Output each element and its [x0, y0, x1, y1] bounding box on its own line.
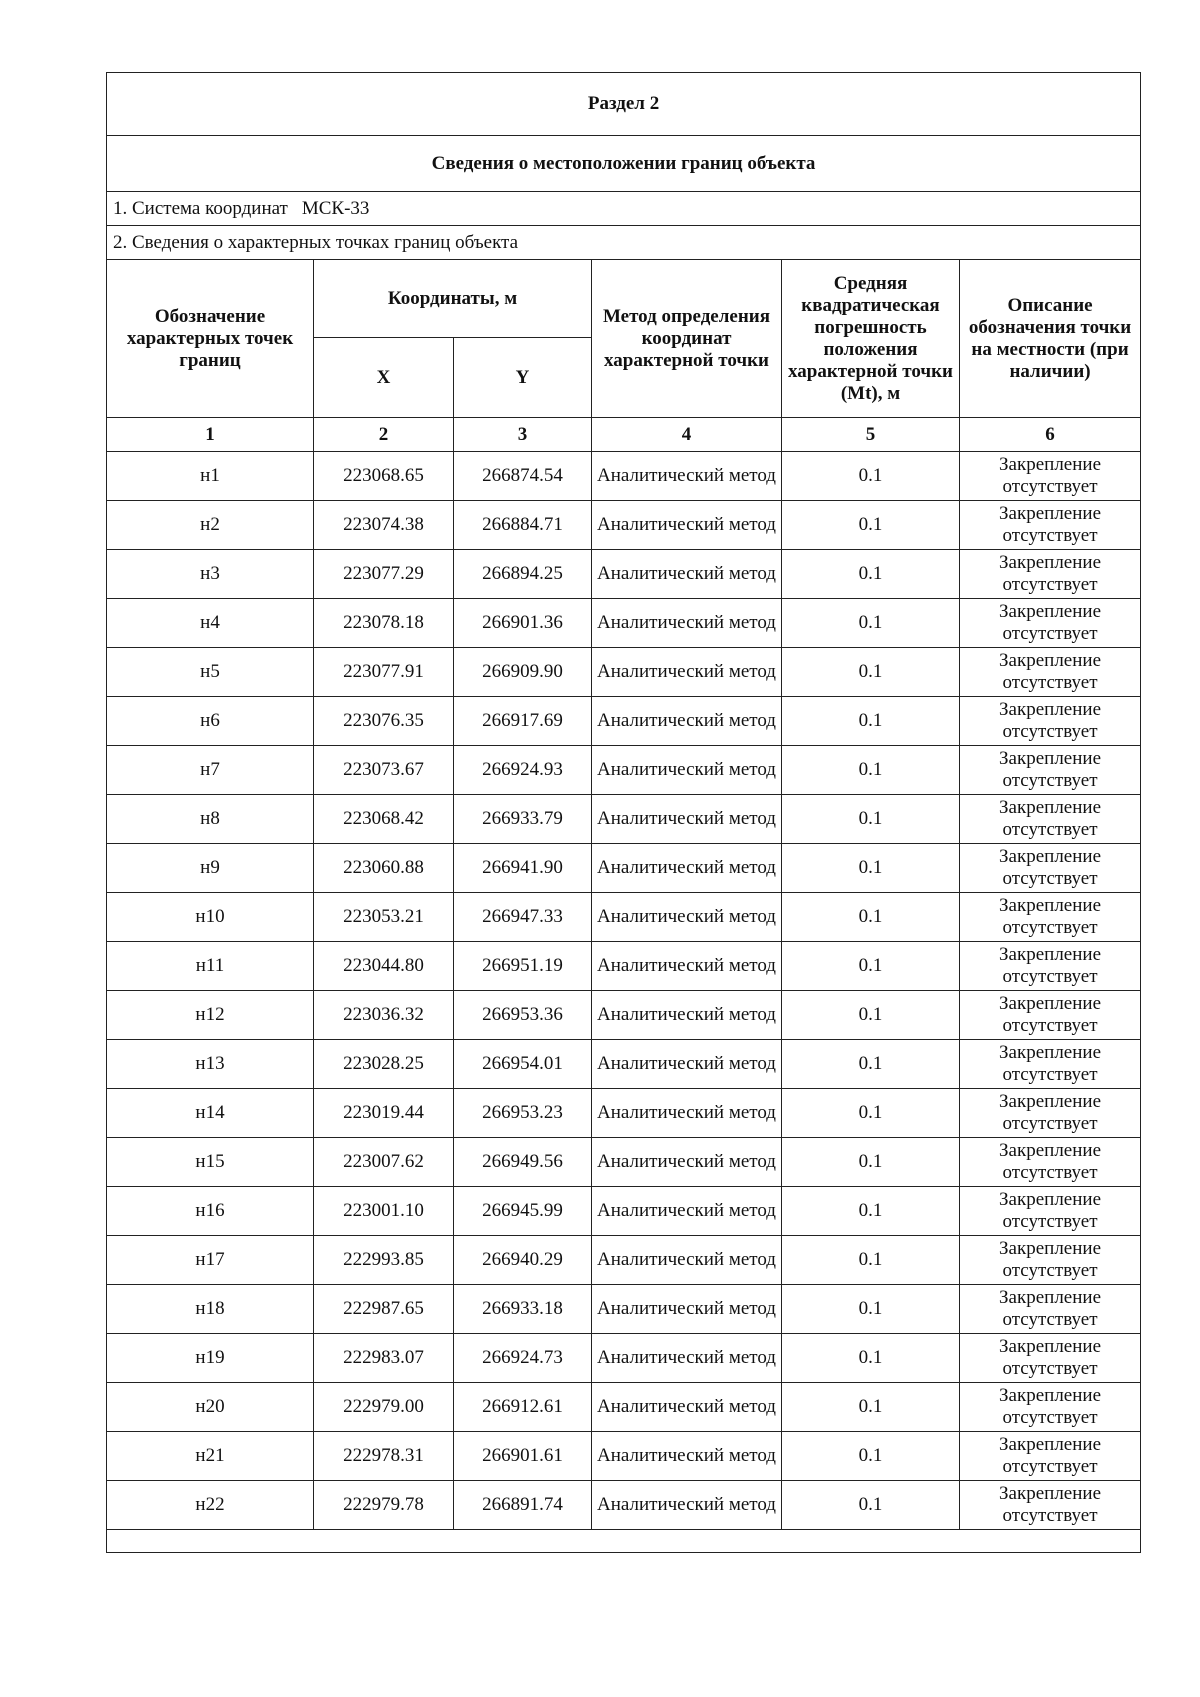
column-number: 6	[960, 418, 1141, 452]
y-coordinate-cell: 266947.33	[454, 893, 592, 942]
y-coordinate-cell: 266912.61	[454, 1383, 592, 1432]
x-coordinate-cell: 223044.80	[314, 942, 454, 991]
mean-error-cell: 0.1	[782, 795, 960, 844]
point-designation-cell: н13	[107, 1040, 314, 1089]
mean-error-cell: 0.1	[782, 1334, 960, 1383]
description-cell: Закрепление отсутствует	[960, 795, 1141, 844]
point-designation-cell: н19	[107, 1334, 314, 1383]
mean-error-cell: 0.1	[782, 599, 960, 648]
method-cell: Аналитический метод	[592, 1432, 782, 1481]
point-designation-cell: н22	[107, 1481, 314, 1530]
mean-error-cell: 0.1	[782, 1236, 960, 1285]
y-coordinate-cell: 266954.01	[454, 1040, 592, 1089]
description-cell: Закрепление отсутствует	[960, 844, 1141, 893]
y-coordinate-cell: 266874.54	[454, 452, 592, 501]
x-coordinate-cell: 222987.65	[314, 1285, 454, 1334]
x-coordinate-cell: 223077.91	[314, 648, 454, 697]
point-designation-cell: н15	[107, 1138, 314, 1187]
method-cell: Аналитический метод	[592, 1138, 782, 1187]
description-cell: Закрепление отсутствует	[960, 1432, 1141, 1481]
mean-error-cell: 0.1	[782, 501, 960, 550]
y-coordinate-cell: 266941.90	[454, 844, 592, 893]
x-coordinate-cell: 222993.85	[314, 1236, 454, 1285]
y-coordinate-cell: 266894.25	[454, 550, 592, 599]
x-coordinate-cell: 222979.00	[314, 1383, 454, 1432]
method-cell: Аналитический метод	[592, 648, 782, 697]
description-cell: Закрепление отсутствует	[960, 452, 1141, 501]
point-designation-cell: н4	[107, 599, 314, 648]
y-coordinate-cell: 266940.29	[454, 1236, 592, 1285]
table-row	[107, 648, 1141, 697]
method-cell: Аналитический метод	[592, 1089, 782, 1138]
point-designation-cell: н18	[107, 1285, 314, 1334]
method-cell: Аналитический метод	[592, 1383, 782, 1432]
x-coordinate-cell: 223028.25	[314, 1040, 454, 1089]
description-cell: Закрепление отсутствует	[960, 599, 1141, 648]
column-number: 4	[592, 418, 782, 452]
description-cell: Закрепление отсутствует	[960, 1334, 1141, 1383]
table-row	[107, 697, 1141, 746]
x-coordinate-cell: 223078.18	[314, 599, 454, 648]
header-mean-error: Средняя квадратическая погрешность положения характерной точки (Mt), м	[782, 260, 960, 418]
mean-error-cell: 0.1	[782, 1383, 960, 1432]
x-coordinate-cell: 223007.62	[314, 1138, 454, 1187]
method-cell: Аналитический метод	[592, 746, 782, 795]
y-coordinate-cell: 266953.23	[454, 1089, 592, 1138]
point-designation-cell: н20	[107, 1383, 314, 1432]
y-coordinate-cell: 266901.36	[454, 599, 592, 648]
method-cell: Аналитический метод	[592, 501, 782, 550]
y-coordinate-cell: 266951.19	[454, 942, 592, 991]
method-cell: Аналитический метод	[592, 1334, 782, 1383]
x-coordinate-cell: 222979.78	[314, 1481, 454, 1530]
x-coordinate-cell: 223060.88	[314, 844, 454, 893]
table-row	[107, 1040, 1141, 1089]
header-y: Y	[454, 338, 592, 418]
x-coordinate-cell: 223073.67	[314, 746, 454, 795]
table-row	[107, 550, 1141, 599]
table-row	[107, 1383, 1141, 1432]
method-cell: Аналитический метод	[592, 550, 782, 599]
method-cell: Аналитический метод	[592, 1285, 782, 1334]
method-cell: Аналитический метод	[592, 1040, 782, 1089]
point-designation-cell: н7	[107, 746, 314, 795]
mean-error-cell: 0.1	[782, 1138, 960, 1187]
point-designation-cell: н2	[107, 501, 314, 550]
column-numbers-row	[107, 418, 1141, 452]
method-cell: Аналитический метод	[592, 795, 782, 844]
description-cell: Закрепление отсутствует	[960, 991, 1141, 1040]
description-cell: Закрепление отсутствует	[960, 942, 1141, 991]
point-designation-cell: н11	[107, 942, 314, 991]
point-designation-cell: н21	[107, 1432, 314, 1481]
mean-error-cell: 0.1	[782, 1432, 960, 1481]
header-description: Описание обозначения точки на местности (при наличии)	[960, 260, 1141, 418]
column-number: 3	[454, 418, 592, 452]
table-row	[107, 844, 1141, 893]
point-designation-cell: н9	[107, 844, 314, 893]
mean-error-cell: 0.1	[782, 648, 960, 697]
description-cell: Закрепление отсутствует	[960, 1089, 1141, 1138]
header-method: Метод определения координат характерной точки	[592, 260, 782, 418]
mean-error-cell: 0.1	[782, 1481, 960, 1530]
x-coordinate-cell: 223076.35	[314, 697, 454, 746]
table-row	[107, 1187, 1141, 1236]
description-cell: Закрепление отсутствует	[960, 893, 1141, 942]
y-coordinate-cell: 266933.79	[454, 795, 592, 844]
x-coordinate-cell: 223068.42	[314, 795, 454, 844]
mean-error-cell: 0.1	[782, 942, 960, 991]
document-sheet	[106, 72, 1140, 1553]
method-cell: Аналитический метод	[592, 844, 782, 893]
header-x: X	[314, 338, 454, 418]
column-number: 1	[107, 418, 314, 452]
x-coordinate-cell: 223074.38	[314, 501, 454, 550]
empty-table-row	[107, 1530, 1141, 1553]
x-coordinate-cell: 223036.32	[314, 991, 454, 1040]
table-row	[107, 1481, 1141, 1530]
mean-error-cell: 0.1	[782, 1040, 960, 1089]
method-cell: Аналитический метод	[592, 1481, 782, 1530]
description-cell: Закрепление отсутствует	[960, 746, 1141, 795]
mean-error-cell: 0.1	[782, 991, 960, 1040]
column-number: 5	[782, 418, 960, 452]
point-designation-cell: н14	[107, 1089, 314, 1138]
mean-error-cell: 0.1	[782, 550, 960, 599]
description-cell: Закрепление отсутствует	[960, 1285, 1141, 1334]
boundary-points-table	[106, 72, 1141, 1553]
coord-system-row	[107, 192, 1141, 226]
x-coordinate-cell: 222983.07	[314, 1334, 454, 1383]
table-row	[107, 746, 1141, 795]
mean-error-cell: 0.1	[782, 746, 960, 795]
y-coordinate-cell: 266924.73	[454, 1334, 592, 1383]
table-row	[107, 599, 1141, 648]
table-row	[107, 1334, 1141, 1383]
mean-error-cell: 0.1	[782, 1187, 960, 1236]
table-row	[107, 1432, 1141, 1481]
point-designation-cell: н12	[107, 991, 314, 1040]
x-coordinate-cell: 222978.31	[314, 1432, 454, 1481]
description-cell: Закрепление отсутствует	[960, 697, 1141, 746]
table-row	[107, 501, 1141, 550]
section-title: Раздел 2	[107, 73, 1141, 136]
points-info-label: 2. Сведения о характерных точках границ объекта	[107, 226, 1141, 260]
y-coordinate-cell: 266917.69	[454, 697, 592, 746]
table-row	[107, 1089, 1141, 1138]
table-row	[107, 1285, 1141, 1334]
empty-cell	[107, 1530, 1141, 1553]
table-row	[107, 893, 1141, 942]
description-cell: Закрепление отсутствует	[960, 550, 1141, 599]
point-designation-cell: н17	[107, 1236, 314, 1285]
x-coordinate-cell: 223077.29	[314, 550, 454, 599]
y-coordinate-cell: 266945.99	[454, 1187, 592, 1236]
table-row	[107, 1236, 1141, 1285]
method-cell: Аналитический метод	[592, 452, 782, 501]
description-cell: Закрепление отсутствует	[960, 648, 1141, 697]
x-coordinate-cell: 223053.21	[314, 893, 454, 942]
section-subtitle: Сведения о местоположении границ объекта	[107, 136, 1141, 192]
y-coordinate-cell: 266933.18	[454, 1285, 592, 1334]
table-row	[107, 795, 1141, 844]
mean-error-cell: 0.1	[782, 452, 960, 501]
point-designation-cell: н6	[107, 697, 314, 746]
mean-error-cell: 0.1	[782, 893, 960, 942]
point-designation-cell: н8	[107, 795, 314, 844]
point-designation-cell: н5	[107, 648, 314, 697]
method-cell: Аналитический метод	[592, 1236, 782, 1285]
point-designation-cell: н3	[107, 550, 314, 599]
column-number: 2	[314, 418, 454, 452]
y-coordinate-cell: 266953.36	[454, 991, 592, 1040]
y-coordinate-cell: 266909.90	[454, 648, 592, 697]
x-coordinate-cell: 223068.65	[314, 452, 454, 501]
x-coordinate-cell: 223001.10	[314, 1187, 454, 1236]
method-cell: Аналитический метод	[592, 599, 782, 648]
description-cell: Закрепление отсутствует	[960, 501, 1141, 550]
method-cell: Аналитический метод	[592, 697, 782, 746]
y-coordinate-cell: 266891.74	[454, 1481, 592, 1530]
header-coordinates: Координаты, м	[314, 260, 592, 338]
table-row	[107, 1138, 1141, 1187]
description-cell: Закрепление отсутствует	[960, 1481, 1141, 1530]
y-coordinate-cell: 266901.61	[454, 1432, 592, 1481]
y-coordinate-cell: 266949.56	[454, 1138, 592, 1187]
y-coordinate-cell: 266924.93	[454, 746, 592, 795]
y-coordinate-cell: 266884.71	[454, 501, 592, 550]
method-cell: Аналитический метод	[592, 893, 782, 942]
method-cell: Аналитический метод	[592, 991, 782, 1040]
description-cell: Закрепление отсутствует	[960, 1040, 1141, 1089]
description-cell: Закрепление отсутствует	[960, 1236, 1141, 1285]
table-row	[107, 942, 1141, 991]
header-point-designation: Обозначение характерных точек границ	[107, 260, 314, 418]
mean-error-cell: 0.1	[782, 844, 960, 893]
x-coordinate-cell: 223019.44	[314, 1089, 454, 1138]
description-cell: Закрепление отсутствует	[960, 1138, 1141, 1187]
table-row	[107, 452, 1141, 501]
coord-system-value: МСК-33	[301, 197, 370, 219]
mean-error-cell: 0.1	[782, 1285, 960, 1334]
table-row	[107, 991, 1141, 1040]
description-cell: Закрепление отсутствует	[960, 1383, 1141, 1432]
point-designation-cell: н16	[107, 1187, 314, 1236]
mean-error-cell: 0.1	[782, 697, 960, 746]
mean-error-cell: 0.1	[782, 1089, 960, 1138]
method-cell: Аналитический метод	[592, 1187, 782, 1236]
coord-system-label: 1. Система координат	[113, 197, 288, 219]
point-designation-cell: н1	[107, 452, 314, 501]
description-cell: Закрепление отсутствует	[960, 1187, 1141, 1236]
point-designation-cell: н10	[107, 893, 314, 942]
method-cell: Аналитический метод	[592, 942, 782, 991]
